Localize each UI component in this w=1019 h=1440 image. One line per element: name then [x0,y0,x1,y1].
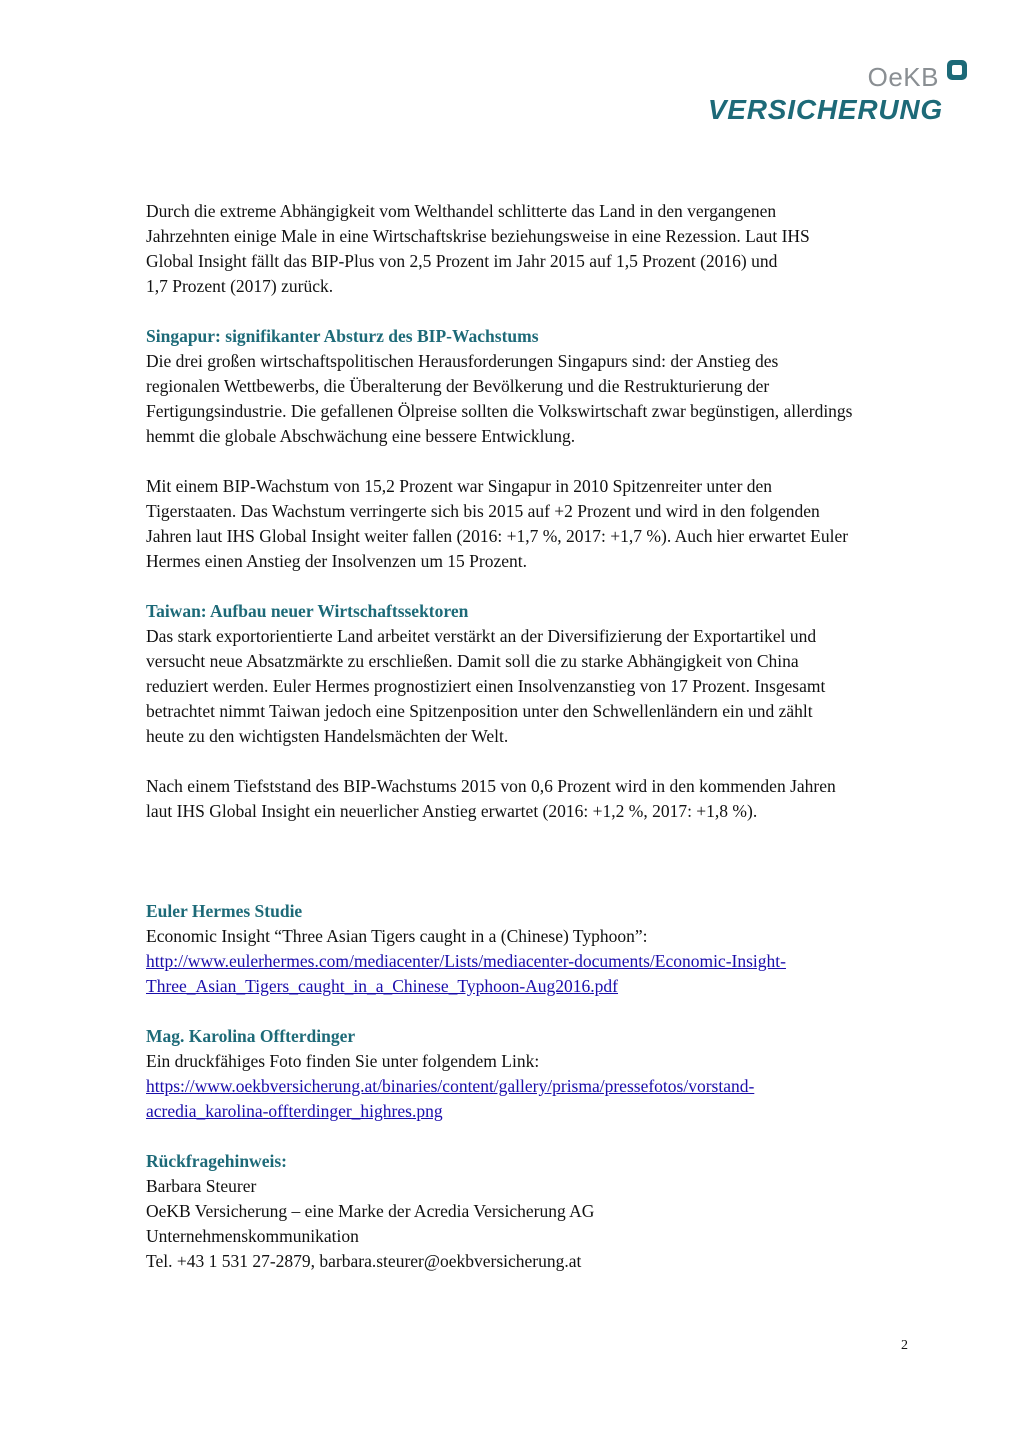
text-line: Jahren laut IHS Global Insight weiter fallen (2016: +1,7 %, 2017: +1,7 %). Auch hier erwartet Euler [146,526,849,546]
section-heading-taiwan: Taiwan: Aufbau neuer Wirtschaftssektoren [146,601,469,621]
text-line: Hermes einen Anstieg der Insolvenzen um 15 Prozent. [146,551,528,571]
text-line: laut IHS Global Insight ein neuerlicher Anstieg erwartet (2016: +1,2 %, 2017: +1,8 %). [146,801,758,821]
contact-department: Unternehmenskommunikation [146,1226,359,1246]
studie-link[interactable]: http://www.eulerhermes.com/mediacenter/Lists/mediacenter-documents/Economic-Insight- [146,951,786,971]
logo-versicherung-text: VERSICHERUNG [707,94,943,125]
logo-square-icon [947,60,967,80]
document-body [146,199,926,1274]
text-line: Nach einem Tiefststand des BIP-Wachstums 2015 von 0,6 Prozent wird in den kommenden Jahren [146,776,836,796]
text-line: Jahrzehnten einige Male in eine Wirtschaftskrise beziehungsweise in eine Rezession. Laut IHS [146,226,810,246]
text-line: Mit einem BIP-Wachstum von 15,2 Prozent war Singapur in 2010 Spitzenreiter unter den [146,476,773,496]
section-heading-studie: Euler Hermes Studie [146,901,303,921]
text-line: Das stark exportorientierte Land arbeitet verstärkt an der Diversifizierung der Exportartikel und [146,626,817,646]
studie-link[interactable]: Three_Asian_Tigers_caught_in_a_Chinese_Typhoon-Aug2016.pdf [146,976,619,996]
text-line: betrachtet nimmt Taiwan jedoch eine Spitzenposition unter den Schwellenländern ein und zählt [146,701,813,721]
text-line: Global Insight fällt das BIP-Plus von 2,5 Prozent im Jahr 2015 auf 1,5 Prozent (2016) und [146,251,778,271]
studie-text: Economic Insight “Three Asian Tigers caught in a (Chinese) Typhoon”: [146,926,648,946]
text-line: 1,7 Prozent (2017) zurück. [146,276,334,296]
taiwan-paragraph-2 [146,774,926,824]
foto-link[interactable]: https://www.oekbversicherung.at/binaries/content/gallery/prisma/pressefotos/vorstand- [146,1076,755,1096]
section-heading-kontakt: Rückfragehinweis: [146,1151,287,1171]
singapur-paragraph-1 [146,349,926,449]
text-line: reduziert werden. Euler Hermes prognostiziert einen Insolvenzanstieg von 17 Prozent. Insgesamt [146,676,826,696]
foto-text: Ein druckfähiges Foto finden Sie unter folgendem Link: [146,1051,540,1071]
text-line: heute zu den wichtigsten Handelsmächten der Welt. [146,726,509,746]
text-line: versucht neue Absatzmärkte zu erschließen. Damit soll die zu starke Abhängigkeit von China [146,651,799,671]
contact-name: Barbara Steurer [146,1176,257,1196]
text-line: Fertigungsindustrie. Die gefallenen Ölpreise sollten die Volkswirtschaft zwar begünstigen, allerdings [146,401,853,421]
contact-phone-email: Tel. +43 1 531 27-2879, barbara.steurer@oekbversicherung.at [146,1251,582,1271]
text-line: Die drei großen wirtschaftspolitischen Herausforderungen Singapurs sind: der Anstieg des [146,351,779,371]
text-line: regionalen Wettbewerbs, die Überalterung der Bevölkerung und die Restrukturierung der [146,376,770,396]
page-number: 2 [901,1338,908,1353]
section-heading-singapur: Singapur: signifikanter Absturz des BIP-Wachstums [146,326,539,346]
text-line: Tigerstaaten. Das Wachstum verringerte sich bis 2015 auf +2 Prozent und wird in den folgenden [146,501,820,521]
logo-oekb-text: OeKB [867,62,939,92]
intro-paragraph [146,199,926,299]
taiwan-paragraph-1 [146,624,926,749]
singapur-paragraph-2 [146,474,926,574]
text-line: Durch die extreme Abhängigkeit vom Welthandel schlitterte das Land in den vergangenen [146,201,777,221]
contact-company: OeKB Versicherung – eine Marke der Acredia Versicherung AG [146,1201,595,1221]
foto-link[interactable]: acredia_karolina-offterdinger_highres.png [146,1101,443,1121]
oekb-versicherung-logo [647,58,967,130]
text-line: hemmt die globale Abschwächung eine bessere Entwicklung. [146,426,576,446]
section-heading-foto: Mag. Karolina Offterdinger [146,1026,356,1046]
